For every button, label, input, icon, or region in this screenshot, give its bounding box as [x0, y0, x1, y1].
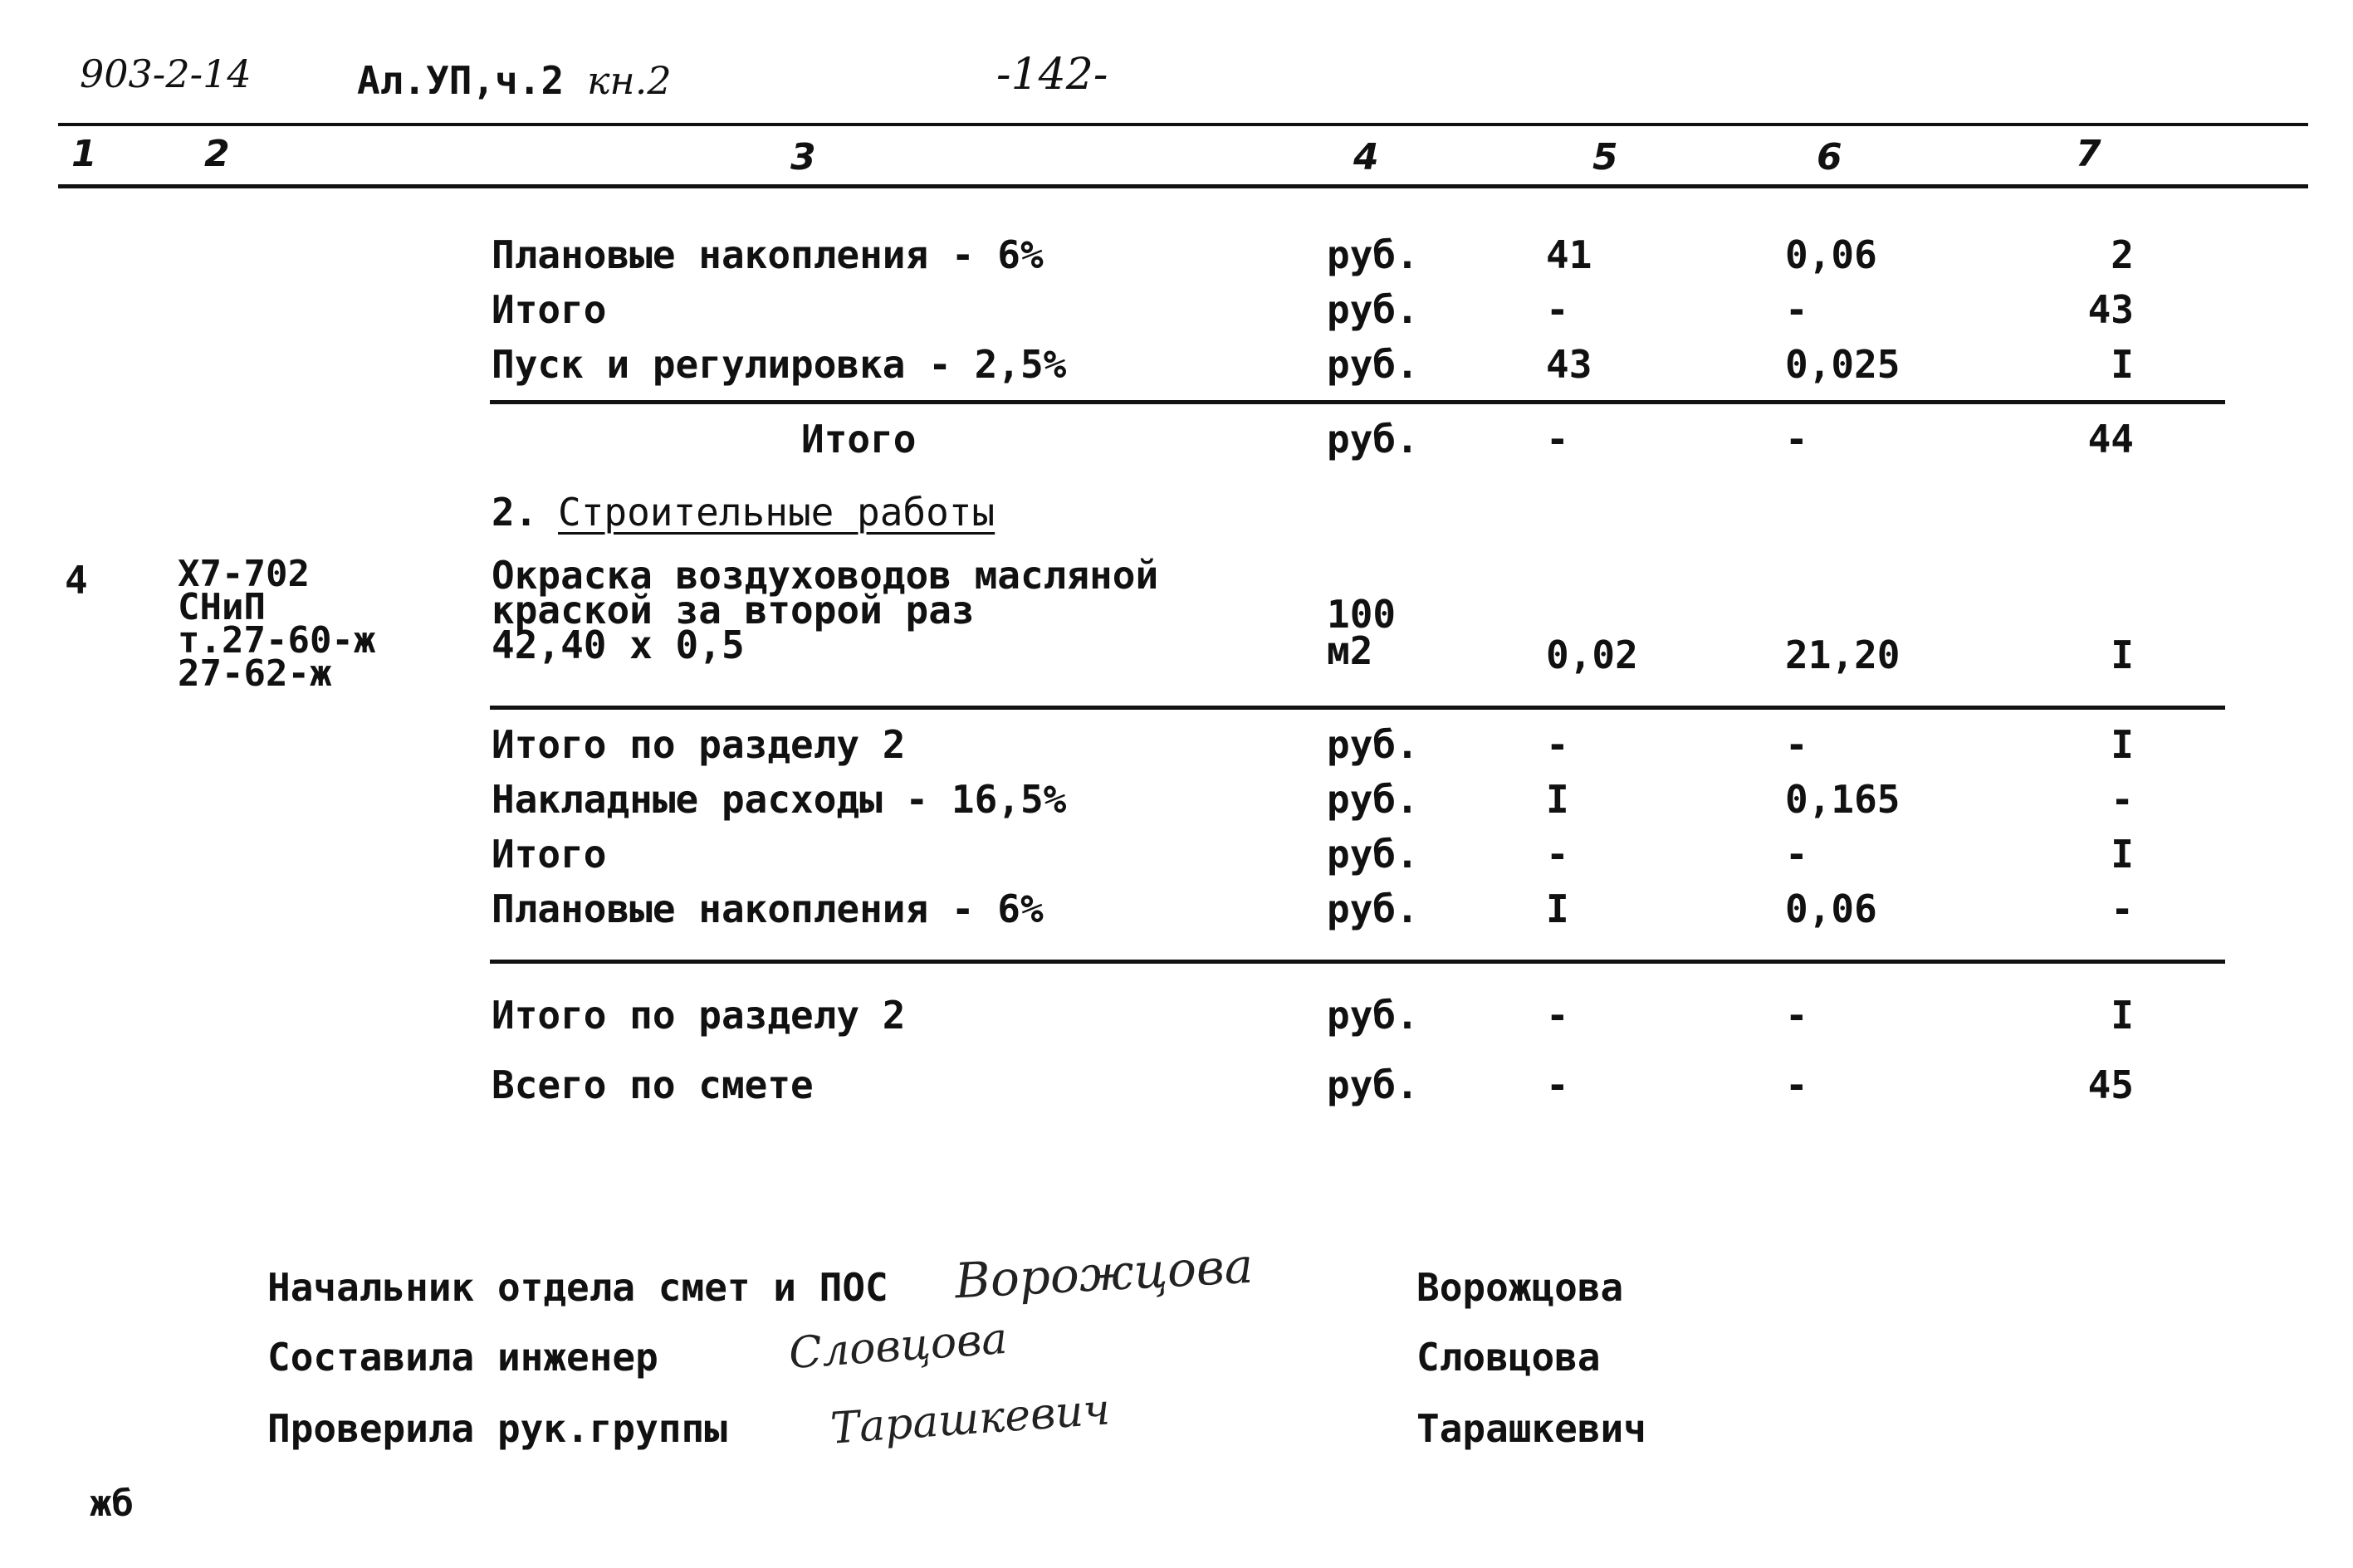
column-number-2: 2	[204, 133, 230, 175]
row-name: Плановые накопления - 6%	[492, 887, 1044, 931]
subtotal-rule-1	[490, 400, 2225, 404]
table-row-subtotal	[0, 417, 2353, 466]
row-price: 0,025	[1785, 342, 1900, 387]
row-unit: руб.	[1327, 993, 1419, 1038]
row-unit: руб.	[1327, 417, 1419, 462]
row-name: Итого	[492, 287, 607, 332]
table-row	[0, 832, 2353, 882]
table-row	[0, 287, 2353, 337]
item-code-line: т.27-60-ж	[178, 619, 376, 662]
row-name: Всего по смете	[492, 1062, 814, 1107]
item-position: 4	[65, 558, 88, 603]
row-total: I	[2111, 993, 2134, 1038]
row-qty: I	[1546, 887, 1569, 931]
row-price: -	[1785, 417, 1808, 462]
row-price: -	[1785, 993, 1808, 1038]
album-reference	[357, 58, 672, 103]
section-title	[0, 490, 2353, 540]
row-qty: -	[1546, 832, 1569, 877]
column-number-3: 3	[790, 136, 816, 178]
row-unit: руб.	[1327, 887, 1419, 931]
subtotal-rule-3	[490, 960, 2225, 964]
item-code-line: 27-62-ж	[178, 652, 332, 695]
table-row-grand-total	[0, 1062, 2353, 1112]
document-code	[80, 51, 252, 96]
row-qty: I	[1546, 777, 1569, 822]
item-price: 21,20	[1785, 633, 1900, 677]
book-ref-text: кн.2	[586, 58, 672, 103]
row-price: 0,06	[1785, 232, 1877, 277]
item-code-line: Х7-702	[178, 553, 310, 595]
row-total: 2	[2111, 232, 2134, 277]
signature-name: Ворожцова	[1416, 1265, 1624, 1310]
row-unit: руб.	[1327, 832, 1419, 877]
row-qty: -	[1546, 417, 1569, 462]
row-price: 0,165	[1785, 777, 1900, 822]
row-total: 45	[2087, 1062, 2134, 1107]
row-qty: -	[1546, 1062, 1569, 1107]
column-number-7: 7	[2076, 133, 2101, 175]
row-price: -	[1785, 1062, 1808, 1107]
row-name: Накладные расходы - 16,5%	[492, 777, 1067, 822]
item-code-line: СНиП	[178, 586, 266, 628]
column-number-4: 4	[1353, 136, 1379, 178]
row-total: 44	[2087, 417, 2134, 462]
header-rule-bottom	[58, 184, 2308, 188]
signature-name: Словцова	[1416, 1335, 1601, 1380]
row-price: 0,06	[1785, 887, 1877, 931]
table-row	[0, 722, 2353, 772]
handwritten-signature: Словцова	[787, 1313, 1010, 1380]
table-row	[0, 777, 2353, 827]
row-price: -	[1785, 832, 1808, 877]
album-ref-text: Ал.УП,ч.2	[357, 58, 565, 103]
section-number: 2.	[492, 490, 538, 535]
row-qty: -	[1546, 287, 1569, 332]
item-qty: 0,02	[1546, 633, 1638, 677]
signature-role: Проверила рук.группы	[267, 1406, 727, 1451]
column-number-1: 1	[71, 133, 97, 175]
signature-name: Тарашкевич	[1416, 1406, 1646, 1451]
row-qty: 43	[1546, 342, 1592, 387]
doc-code-text: 903-2-14	[80, 51, 252, 96]
item-desc-line: 42,40 х 0,5	[492, 623, 745, 667]
subtotal-rule-2	[490, 706, 2225, 710]
row-name: Итого по разделу 2	[492, 722, 906, 767]
row-price: -	[1785, 287, 1808, 332]
row-total: I	[2111, 722, 2134, 767]
item-unit-line: 100	[1327, 592, 1397, 637]
item-values	[0, 628, 2353, 682]
row-qty: -	[1546, 722, 1569, 767]
row-unit: руб.	[1327, 342, 1419, 387]
item-total: I	[2111, 633, 2134, 677]
section-title-text: Строительные работы	[558, 490, 996, 535]
row-total: 43	[2087, 287, 2134, 332]
row-name: Итого	[801, 417, 917, 462]
table-row	[0, 887, 2353, 936]
row-unit: руб.	[1327, 1062, 1419, 1107]
row-total: -	[2111, 777, 2134, 822]
column-number-5: 5	[1592, 136, 1618, 178]
column-number-6: 6	[1817, 136, 1842, 178]
table-row	[0, 993, 2353, 1043]
row-unit: руб.	[1327, 777, 1419, 822]
row-unit: руб.	[1327, 232, 1419, 277]
handwritten-signature: Ворожцова	[953, 1237, 1255, 1310]
signature-role: Начальник отдела смет и ПОС	[267, 1265, 888, 1310]
footer-mark: жб	[90, 1483, 134, 1525]
table-row	[0, 232, 2353, 282]
row-total: I	[2111, 832, 2134, 877]
page-number: -142-	[996, 50, 1108, 100]
row-name: Итого по разделу 2	[492, 993, 906, 1038]
row-total: -	[2111, 887, 2134, 931]
table-row	[0, 342, 2353, 392]
row-name: Пуск и регулировка - 2,5%	[492, 342, 1067, 387]
handwritten-signature: Тарашкевич	[829, 1385, 1112, 1454]
item-desc-line: Окраска воздуховодов масляной	[492, 553, 1159, 598]
item-unit-line: м2	[1327, 628, 1373, 673]
header-rule-top	[58, 123, 2308, 126]
row-qty: 41	[1546, 232, 1592, 277]
row-name: Итого	[492, 832, 607, 877]
row-unit: руб.	[1327, 722, 1419, 767]
row-unit: руб.	[1327, 287, 1419, 332]
row-price: -	[1785, 722, 1808, 767]
row-name: Плановые накопления - 6%	[492, 232, 1044, 277]
signature-role: Составила инженер	[267, 1335, 658, 1380]
row-qty: -	[1546, 993, 1569, 1038]
row-total: I	[2111, 342, 2134, 387]
item-desc-line: краской за второй раз	[492, 588, 975, 633]
